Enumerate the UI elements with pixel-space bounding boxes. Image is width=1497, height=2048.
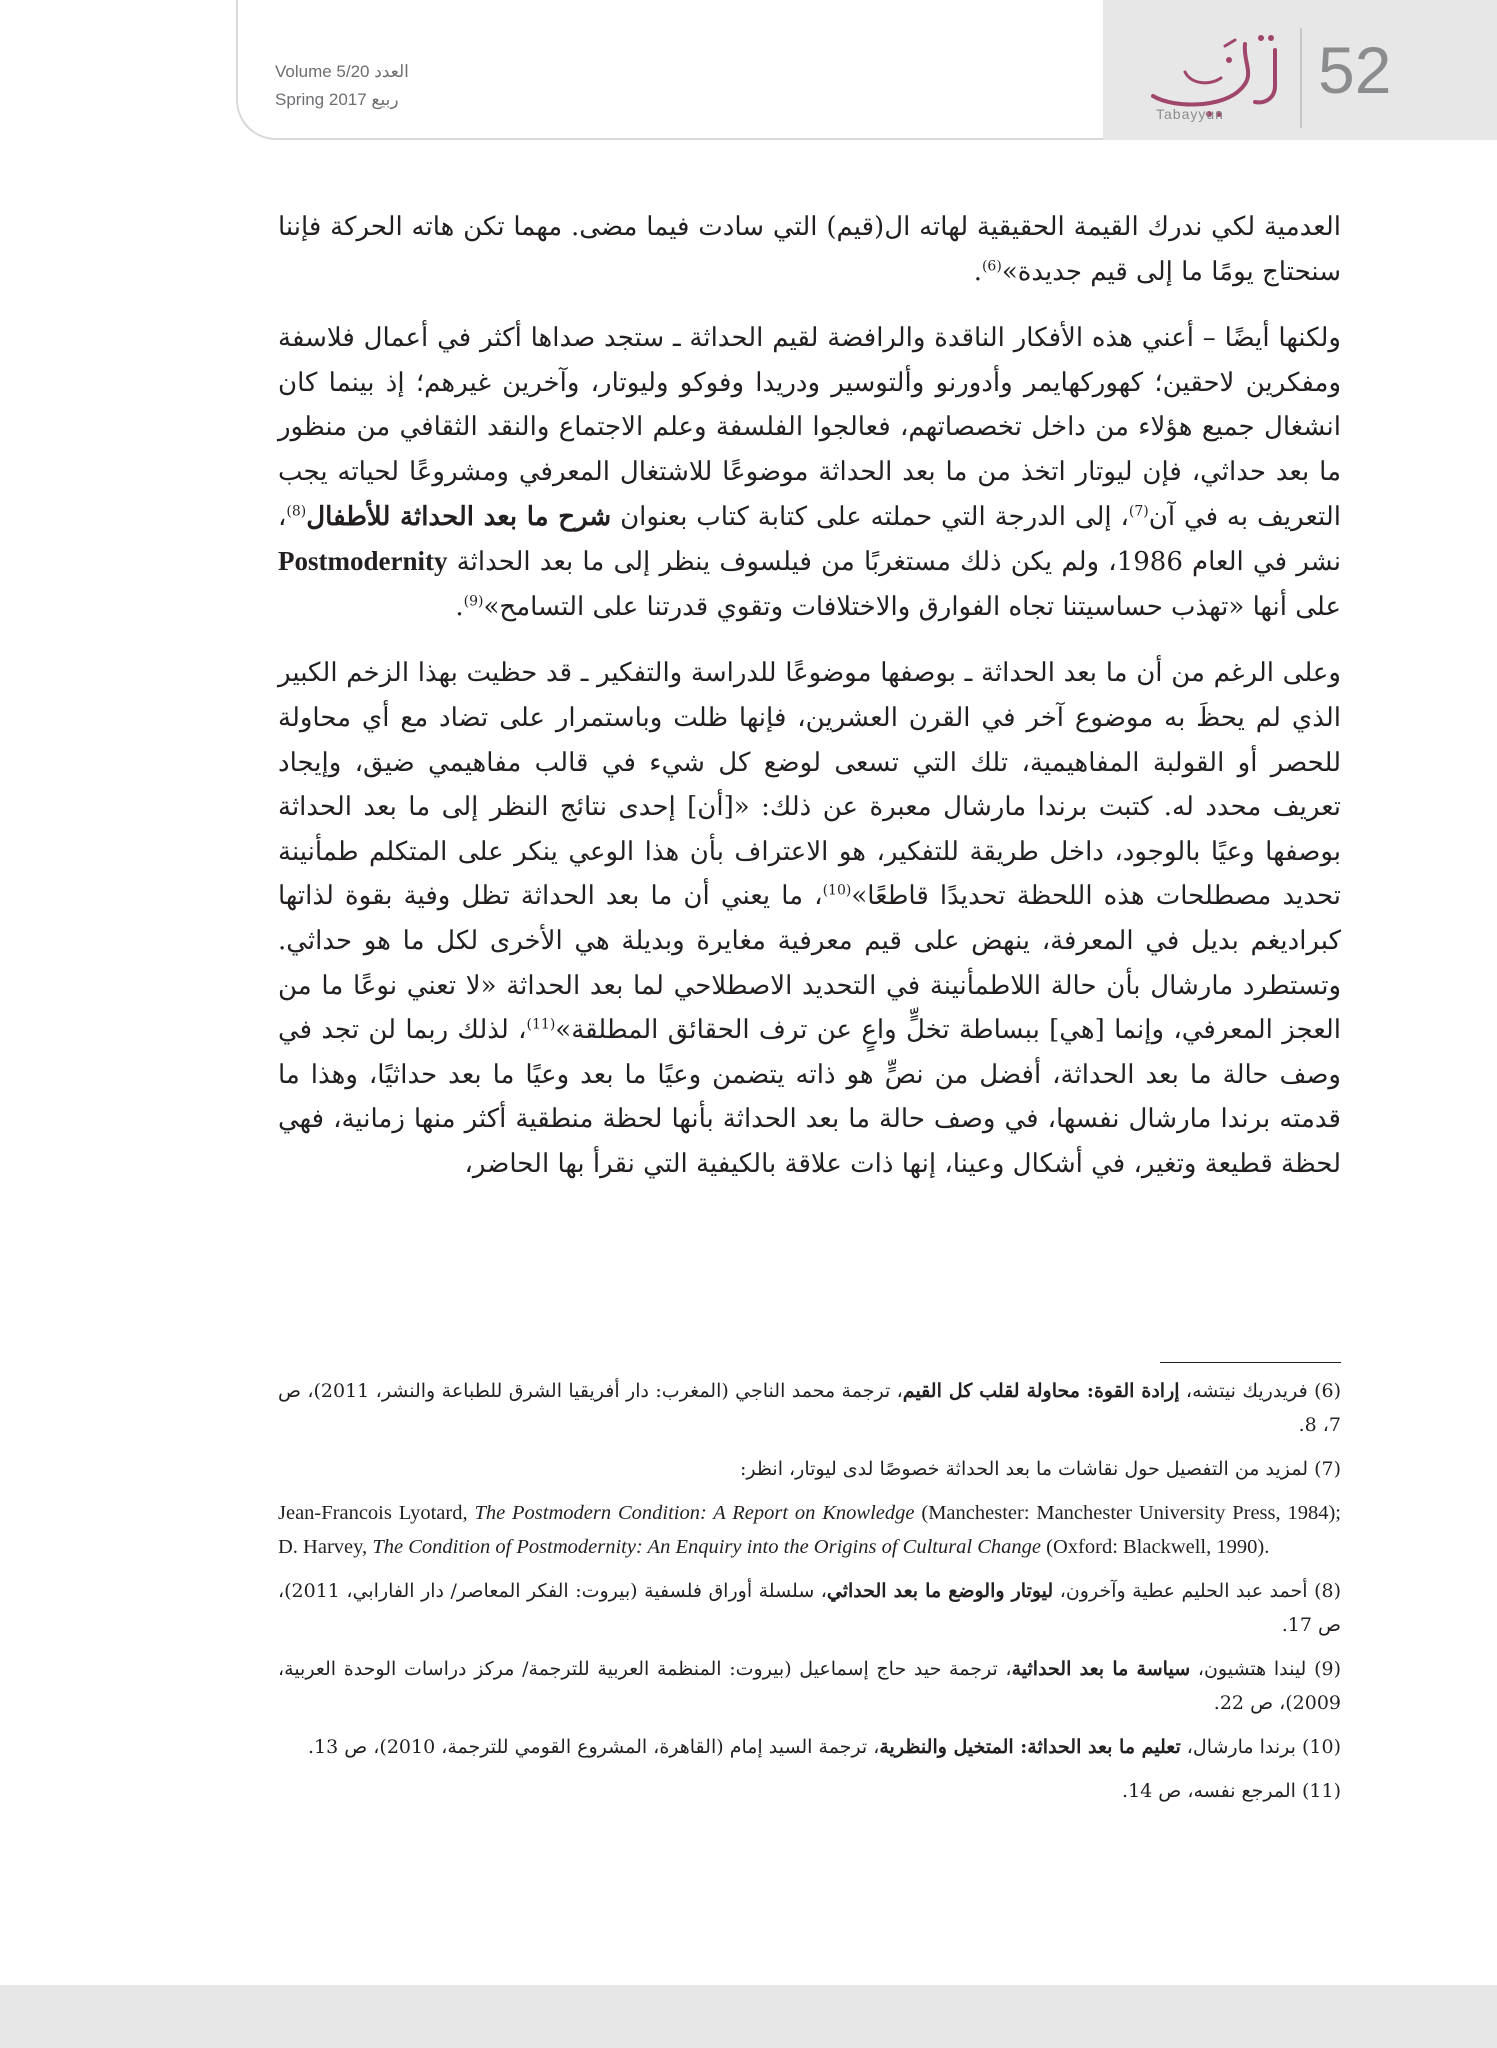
footnote-text: المرجع نفسه، ص 14. [1122,1780,1296,1802]
volume-label: Volume 5/20 العدد [275,62,409,81]
issue-info [275,58,409,114]
footnote-title: تعليم ما بعد الحداثة: المتخيل والنظرية [879,1736,1181,1758]
footnote-8 [278,1574,1341,1642]
p3-text-a: وعلى الرغم من أن ما بعد الحداثة ـ بوصفها موضوعًا للدراسة والتفكير ـ قد حظيت بهذا الزخم الكبير الذي لم يحظَ به موضوع آخر في القرن العشرين، فإنها ظلت وباستمرار على تضاد مع أي محاولة للحصر أو القولبة المفاهيمية، تلك التي تسعى لوضع كل شيء في قالب مفاهيمي ضيق، وإيجاد تعريف محدد له. كتبت برندا مارشال معبرة عن ذلك: «[أن] إحدى نتائج النظر إلى ما بعد الحداثة بوصفها وعيًا بالوجود، داخل طريقة للتفكير، هو الاعتراف بأن هذا الوعي ينكر على المتكلم طمأنينة تحديد مصطلحات هذه اللحظة تحديدًا قاطعًا» [278,658,1341,912]
footnote-number: (7) [1314,1458,1341,1480]
p2-end: . [455,591,464,622]
p3-text-c: ، لذلك ربما لن تجد في وصف حالة ما بعد الحداثة، أفضل من نصٍّ هو ذاته يتضمن وعيًا ما بعد وعيًا ما بعد حداثيًا، وهذا ما قدمته برندا مارشال نفسها، في وصف حالة ما بعد الحداثة بأنها لحظة منطقية أكثر منها زمانية، فهي لحظة قطيعة وتغير، في أشكال وعينا، إنها ذات علاقة بالكيفية التي نقرأ بها الحاضر، [278,1015,1341,1179]
paragraph-2 [278,316,1341,629]
reference-text: (Manchester: Manchester University Press, 1984); D. Harvey, [278,1502,1341,1558]
paragraph-1 [278,205,1341,294]
p1-end: . [973,256,982,287]
reference-title: The Condition of Postmodernity: An Enquiry into the Origins of Cultural Change [372,1536,1042,1558]
footnote-title: سياسة ما بعد الحداثية [1011,1658,1191,1680]
footnote-ref-6[interactable]: (6) [981,257,1002,274]
paragraph-3 [278,651,1341,1186]
footnote-ref-8[interactable]: (8) [286,502,307,519]
footnote-11 [278,1774,1341,1808]
footnote-6 [278,1374,1341,1442]
reference-text: (Oxford: Blackwell, 1990). [1041,1536,1270,1558]
footnote-ref-10[interactable]: (10) [822,882,852,899]
footnotes [278,1374,1341,1818]
footnote-text: برندا مارشال، [1180,1736,1296,1758]
footnote-text: ، سلسلة أوراق فلسفية (بيروت: الفكر المعاصر/ دار الفارابي، 2011)، ص 17. [278,1580,1341,1636]
footnote-number: (10) [1301,1736,1341,1758]
p2-text-c: ، نشر في العام 1986، ولم يكن ذلك مستغربًا من فيلسوف ينظر إلى ما بعد الحداثة [278,501,1341,578]
footnote-10 [278,1730,1341,1764]
footnote-text: أحمد عبد الحليم عطية وآخرون، [1053,1580,1308,1602]
book-title: شرح ما بعد الحداثة للأطفال [306,501,612,532]
footnote-text: لمزيد من التفصيل حول نقاشات ما بعد الحداثة خصوصًا لدى ليوتار، انظر: [739,1458,1309,1480]
footnote-number: (9) [1314,1658,1341,1680]
logo-latin-text: Tabayyun [1156,106,1224,122]
footnote-divider [1160,1362,1341,1363]
footnote-text: ليندا هتشيون، [1190,1658,1307,1680]
p1-text: العدمية لكي ندرك القيمة الحقيقية لهاته ال(قيم) التي سادت فيما مضى. مهما تكن هاته الحركة فإننا سنحتاج يومًا ما إلى قيم جديدة» [278,212,1341,287]
footnote-7-references [278,1496,1341,1564]
footnote-text: ، ترجمة حيد حاج إسماعيل (بيروت: المنظمة العربية للترجمة/ مركز دراسات الوحدة العربية، 2009)، ص 22. [278,1658,1341,1714]
footnote-text: ، ترجمة محمد الناجي (المغرب: دار أفريقيا الشرق للطباعة والنشر، 2011)، ص 7، 8. [278,1380,1341,1436]
header-divider [1300,28,1302,128]
p2-text-a: ولكنها أيضًا – أعني هذه الأفكار الناقدة والرافضة لقيم الحداثة ـ ستجد صداها أكثر في أعمال فلاسفة ومفكرين لاحقين؛ كهوركهايمر وأدورنو وألتوسير ودريدا وفوكو وليوتار، وآخرين غيرهم؛ إذ بينما كان انشغال جميع هؤلاء من داخل تخصصاتهم، فعالجوا الفلسفة وعلم الاجتماع والنقد الثقافي من منظور ما بعد حداثي، فإن ليوتار اتخذ من ما بعد الحداثة موضوعًا للاشتغال المعرفي ومشروعًا لحياته يجب التعريف به في آن [278,323,1342,532]
reference-author: Jean-Francois Lyotard, [278,1502,475,1524]
footnote-7 [278,1452,1341,1486]
footnote-text: فريدريك نيتشه، [1179,1380,1308,1402]
footnote-9 [278,1652,1341,1720]
p2-text-d: على أنها «تهذب حساسيتنا تجاه الفوارق والاختلافات وتقوي قدرتنا على التسامح» [483,591,1341,622]
footnote-number: (6) [1314,1380,1342,1402]
footnote-ref-9[interactable]: (9) [463,593,484,610]
article-body [278,205,1341,1208]
footnote-ref-7[interactable]: (7) [1128,502,1149,519]
footnote-number: (11) [1301,1780,1341,1802]
footnote-title: ليوتار والوضع ما بعد الحداثي [826,1580,1054,1602]
season-label: Spring 2017 ربيع [275,90,399,109]
footnote-number: (8) [1314,1580,1341,1602]
footer-band [0,1985,1497,2048]
footnote-text: ، ترجمة السيد إمام (القاهرة، المشروع القومي للترجمة، 2010)، ص 13. [307,1736,880,1758]
footnote-title: إرادة القوة: محاولة لقلب كل القيم [902,1380,1180,1402]
footnote-ref-11[interactable]: (11) [526,1016,556,1033]
p3-text-b: ، ما يعني أن ما بعد الحداثة تظل وفية بقوة لذاتها كبراديغم بديل في المعرفة، ينهض على قيم معرفية مغايرة وبديلة هي الأخرى لكل ما هو حداثي. وتستطرد مارشال بأن حالة اللاطمأنينة في التحديد الاصطلاحي لما بعد الحداثة «لا تعني نوعًا ما من العجز المعرفي، وإنما [هي] ببساطة تخلٍّ واعٍ عن ترف الحقائق المطلقة» [278,881,1342,1046]
page-number: 52 [1318,33,1392,107]
reference-title: The Postmodern Condition: A Report on Knowledge [474,1502,915,1524]
p2-text-b: ، إلى الدرجة التي حملته على كتابة كتاب بعنوان [611,501,1129,532]
latin-term: Postmodernity [278,546,448,577]
